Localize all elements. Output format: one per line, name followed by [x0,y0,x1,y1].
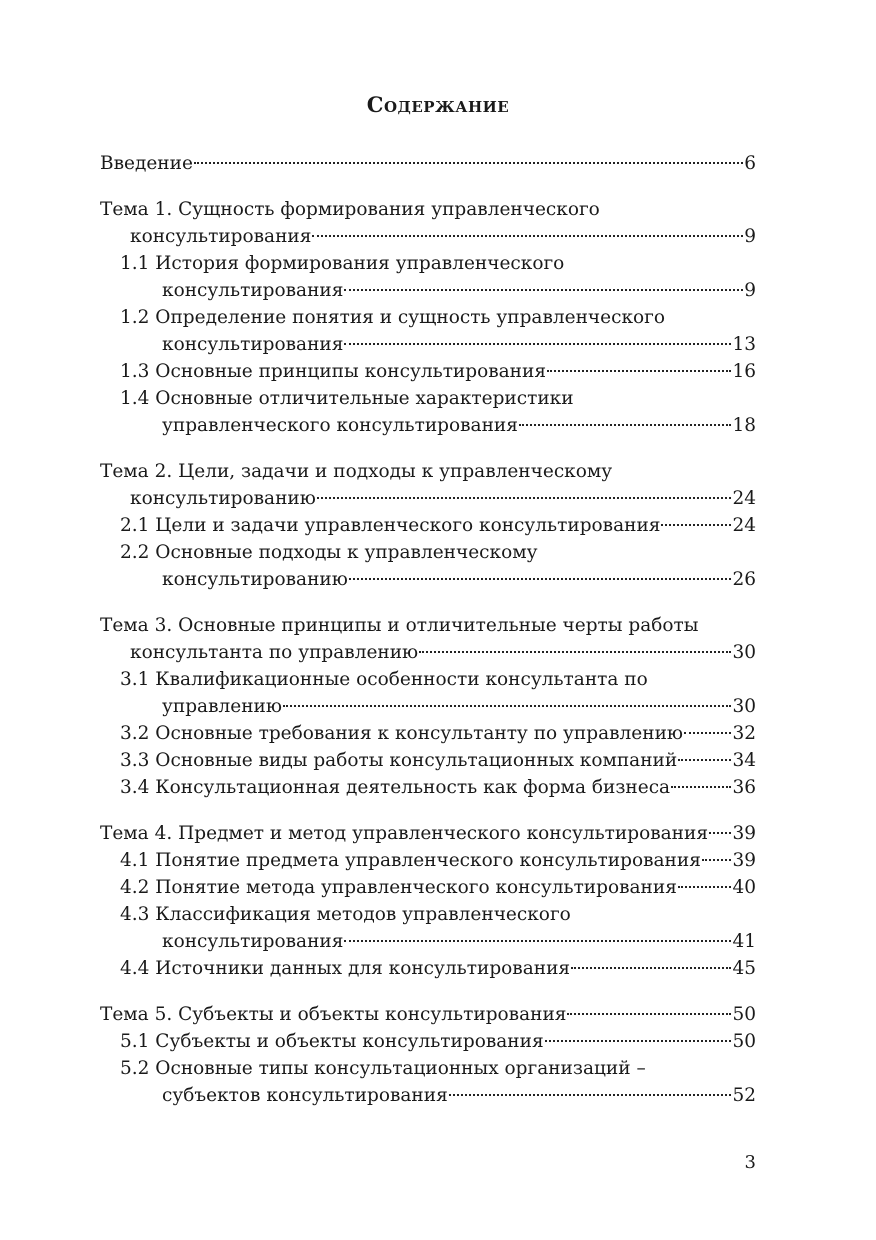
toc-entry-page: 9 [744,280,756,301]
toc-entry-heading [100,901,756,928]
toc-group [100,150,756,177]
toc-entry[interactable] [100,223,756,250]
dot-leader [678,886,732,888]
toc-group [100,1001,756,1109]
toc-entry-text: 2.1 Цели и задачи управленческого консультирования [120,515,661,536]
toc-group [100,196,756,439]
toc-entry-text: 3.3 Основные виды работы консультационных компаний [120,750,678,771]
dot-leader [709,832,731,834]
dot-leader [547,370,731,372]
toc-entry[interactable] [100,693,756,720]
dot-leader [419,651,731,653]
dot-leader [283,705,731,707]
toc-entry-text: 5.2 Основные типы консультационных организаций – [120,1058,646,1079]
toc-entry-page: 34 [732,750,756,771]
toc-entry[interactable] [100,1028,756,1055]
dot-leader [317,497,732,499]
toc-entry-page: 41 [732,931,756,952]
toc-entry-page: 30 [732,696,756,717]
toc-entry-page: 16 [732,361,756,382]
dot-leader [312,235,743,237]
toc-entry-text: Тема 3. Основные принципы и отличительные черты работы [100,615,699,636]
toc-entry-text: консультирования [162,931,344,952]
toc-entry[interactable] [100,747,756,774]
dot-leader [671,786,731,788]
toc-entry[interactable] [100,720,756,747]
page-title: Содержание [366,92,510,117]
dot-leader [678,759,731,761]
toc-entry-heading [100,666,756,693]
toc-entry-text: 2.2 Основные подходы к управленческому [120,542,538,563]
toc-entry-text: управлению [162,696,282,717]
toc-entry-heading [100,304,756,331]
toc-entry-text: 1.2 Определение понятия и сущность управленческого [120,307,665,328]
toc-entry-page: 39 [732,823,756,844]
dot-leader [567,1013,731,1015]
toc-entry-text: 3.2 Основные требования к консультанту по управлению [120,723,684,744]
toc-entry[interactable] [100,820,756,847]
toc-entry[interactable] [100,1082,756,1109]
dot-leader [571,967,731,969]
toc-entry-page: 32 [732,723,756,744]
dot-leader [519,424,732,426]
toc-entry-heading [100,385,756,412]
dot-leader [545,1040,732,1042]
toc-entry-heading [100,458,756,485]
toc-entry[interactable] [100,874,756,901]
toc-group [100,612,756,801]
toc-group [100,458,756,593]
toc-entry-text: Тема 4. Предмет и метод управленческого консультирования [100,823,708,844]
toc-entry-text: 4.3 Классификация методов управленческого [120,904,571,925]
toc-entry[interactable] [100,1001,756,1028]
toc-entry-page: 39 [732,850,756,871]
toc-entry-page: 13 [732,334,756,355]
toc-entry-text: консультирования [130,226,312,247]
toc-entry-text: 5.1 Субъекты и объекты консультирования [120,1031,544,1052]
dot-leader [349,578,732,580]
toc-entry-text: Тема 5. Субъекты и объекты консультирования [100,1004,567,1025]
toc-entry-page: 26 [732,569,756,590]
toc-entry-heading [100,196,756,223]
toc-entry-page: 18 [732,415,756,436]
toc-entry-heading [100,250,756,277]
toc-entry[interactable] [100,847,756,874]
toc-entry-text: 1.3 Основные принципы консультирования [120,361,547,382]
toc-entry[interactable] [100,412,756,439]
toc-entry-page: 52 [732,1085,756,1106]
dot-leader [661,524,731,526]
toc-entry-text: Введение [100,153,193,174]
dot-leader [702,859,732,861]
toc-entry-page: 30 [732,642,756,663]
toc-entry-text: 4.1 Понятие предмета управленческого консультирования [120,850,701,871]
toc-entry-heading [100,539,756,566]
toc-entry[interactable] [100,928,756,955]
toc-entry[interactable] [100,331,756,358]
toc-entry-text: 4.2 Понятие метода управленческого консультирования [120,877,677,898]
toc-entry-text: консультирования [162,280,344,301]
dot-leader [344,289,743,291]
toc-entry-text: Тема 2. Цели, задачи и подходы к управленческому [100,461,613,482]
toc-group [100,820,756,982]
toc-entry[interactable] [100,512,756,539]
toc-entry-page: 9 [744,226,756,247]
dot-leader [449,1094,732,1096]
toc-entry[interactable] [100,639,756,666]
toc-entry-text: консультированию [162,569,348,590]
toc-entry-text: 4.4 Источники данных для консультирования [120,958,571,979]
dot-leader [344,343,731,345]
toc-entry-text: консультирования [162,334,344,355]
dot-leader [684,732,731,734]
toc-entry-heading [100,1055,756,1082]
toc-entry[interactable] [100,485,756,512]
dot-leader [194,162,743,164]
table-of-contents [100,150,756,1128]
toc-entry-heading [100,612,756,639]
toc-entry-page: 36 [732,777,756,798]
toc-entry[interactable] [100,150,756,177]
toc-entry-page: 50 [732,1004,756,1025]
toc-entry-page: 24 [732,515,756,536]
toc-entry-page: 45 [732,958,756,979]
toc-entry-text: 1.4 Основные отличительные характеристики [120,388,574,409]
toc-entry-text: консультанта по управлению [130,642,419,663]
toc-entry-text: Тема 1. Сущность формирования управленческого [100,199,600,220]
toc-entry[interactable] [100,774,756,801]
toc-entry-page: 24 [732,488,756,509]
dot-leader [344,940,731,942]
toc-entry-text: 3.1 Квалификационные особенности консультанта по [120,669,648,690]
toc-entry-text: консультированию [130,488,316,509]
page-number: 3 [744,1152,756,1173]
toc-entry[interactable] [100,277,756,304]
toc-entry[interactable] [100,955,756,982]
toc-entry-page: 6 [744,153,756,174]
toc-entry[interactable] [100,358,756,385]
toc-entry-text: 3.4 Консультационная деятельность как форма бизнеса [120,777,671,798]
toc-entry-page: 50 [732,1031,756,1052]
toc-entry-text: субъектов консультирования [162,1085,448,1106]
toc-entry-page: 40 [732,877,756,898]
toc-entry-text: управленческого консультирования [162,415,518,436]
toc-entry[interactable] [100,566,756,593]
toc-entry-text: 1.1 История формирования управленческого [120,253,565,274]
